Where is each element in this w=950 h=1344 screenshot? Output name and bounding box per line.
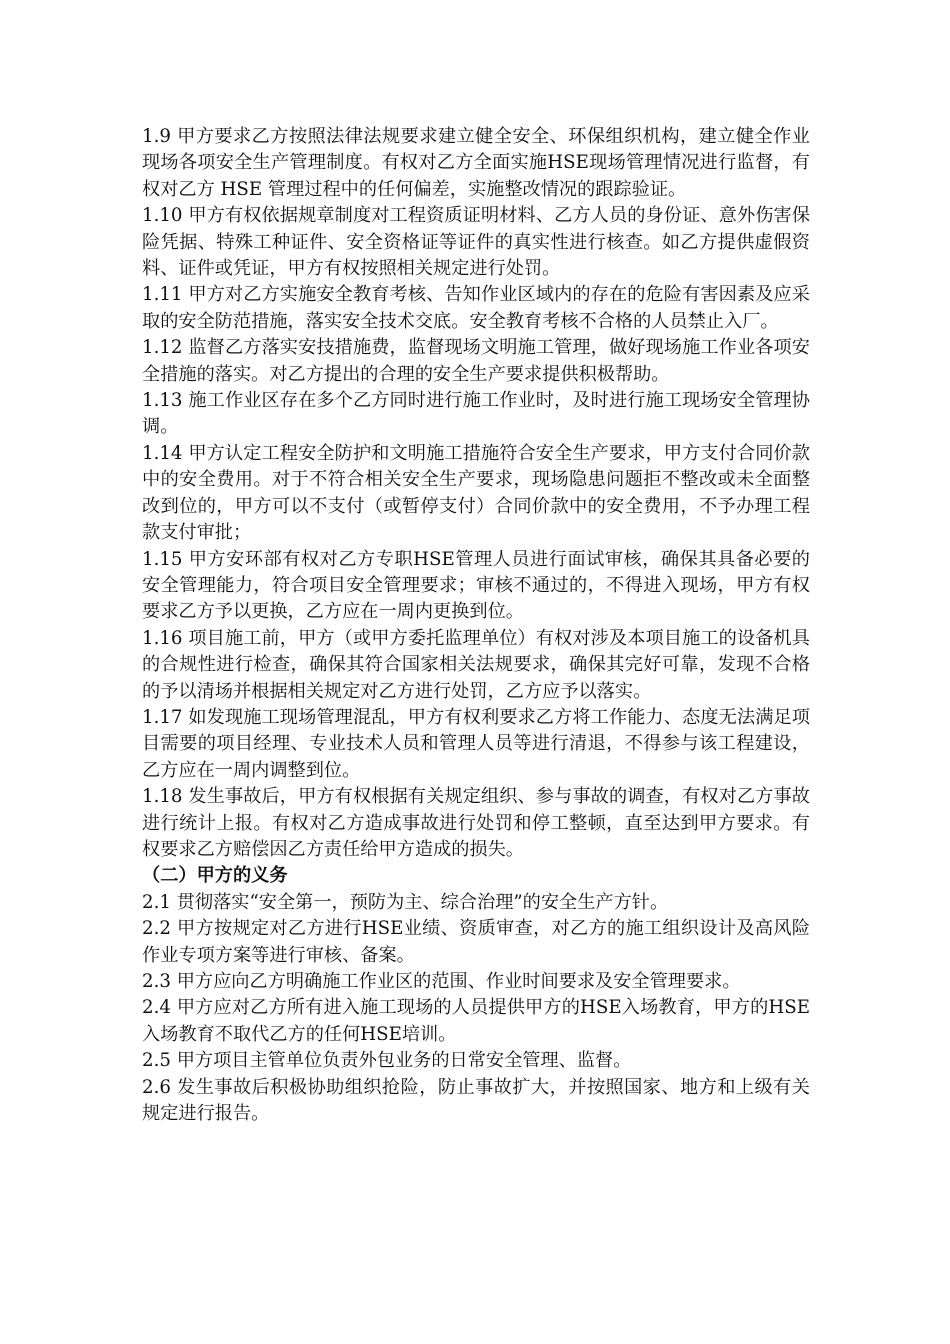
- clause-1-10: 1.10 甲方有权依据规章制度对工程资质证明材料、乙方人员的身份证、意外伤害保险凭据、特殊工种证件、安全资格证等证件的真实性进行核查。如乙方提供虚假资料、证件或凭证，甲方有权按照相关规定进行处罚。: [142, 205, 810, 280]
- section-heading-obligations: （二）甲方的义务: [142, 865, 288, 887]
- clause-1-13: 1.13 施工作业区存在多个乙方同时进行施工作业时，及时进行施工现场安全管理协调。: [142, 390, 810, 438]
- clause-1-16: 1.16 项目施工前，甲方（或甲方委托监理单位）有权对涉及本项目施工的设备机具的合规性进行检查，确保其符合国家相关法规要求，确保其完好可靠，发现不合格的予以清场并根据相关规定对乙方进行处罚，乙方应予以落实。: [142, 627, 810, 702]
- clause-2-5: 2.5 甲方项目主管单位负责外包业务的日常安全管理、监督。: [142, 1050, 632, 1072]
- clause-1-17: 1.17 如发现施工现场管理混乱，甲方有权利要求乙方将工作能力、态度无法满足项目需要的项目经理、专业技术人员和管理人员等进行清退，不得参与该工程建设，乙方应在一周内调整到位。: [142, 706, 810, 781]
- clause-1-18: 1.18 发生事故后，甲方有权根据有关规定组织、参与事故的调查，有权对乙方事故进行统计上报。有权对乙方造成事故进行处罚和停工整顿，直至达到甲方要求。有权要求乙方赔偿因乙方责任给甲方造成的损失。: [142, 786, 810, 860]
- clause-1-15: 1.15 甲方安环部有权对乙方专职HSE管理人员进行面试审核，确保其具备必要的安全管理能力，符合项目安全管理要求；审核不通过的，不得进入现场，甲方有权要求乙方予以更换，乙方应在一周内更换到位。: [142, 548, 810, 623]
- clause-1-14: 1.14 甲方认定工程安全防护和文明施工措施符合安全生产要求，甲方支付合同价款中的安全费用。对于不符合相关安全生产要求，现场隐患问题拒不整改或未全面整改到位的，甲方可以不支付（或暂停支付）合同价款中的安全费用，不予办理工程款支付审批；: [142, 442, 810, 544]
- clause-1-12: 1.12 监督乙方落实安技措施费，监督现场文明施工管理，做好现场施工作业各项安全措施的落实。对乙方提出的合理的安全生产要求提供积极帮助。: [142, 337, 810, 385]
- clause-1-11: 1.11 甲方对乙方实施安全教育考核、告知作业区域内的存在的危险有害因素及应采取的安全防范措施，落实安全技术交底。安全教育考核不合格的人员禁止入厂。: [142, 284, 810, 332]
- clause-2-4: 2.4 甲方应对乙方所有进入施工现场的人员提供甲方的HSE入场教育，甲方的HSE入场教育不取代乙方的任何HSE培训。: [142, 997, 810, 1045]
- clause-2-1: 2.1 贯彻落实“安全第一，预防为主、综合治理”的安全生产方针。: [142, 891, 669, 913]
- clause-1-9: 1.9 甲方要求乙方按照法律法规要求建立健全安全、环保组织机构，建立健全作业现场各项安全生产管理制度。有权对乙方全面实施HSE现场管理情况进行监督，有权对乙方 HSE 管理过程中的任何偏差，实施整改情况的跟踪验证。: [142, 126, 810, 200]
- clause-2-2: 2.2 甲方按规定对乙方进行HSE业绩、资质审查，对乙方的施工组织设计及高风险作业专项方案等进行审核、备案。: [142, 918, 810, 966]
- document-page: [142, 124, 810, 1127]
- clause-2-3: 2.3 甲方应向乙方明确施工作业区的范围、作业时间要求及安全管理要求。: [142, 971, 741, 992]
- clause-2-6: 2.6 发生事故后积极协助组织抢险，防止事故扩大，并按照国家、地方和上级有关规定进行报告。: [142, 1076, 810, 1125]
